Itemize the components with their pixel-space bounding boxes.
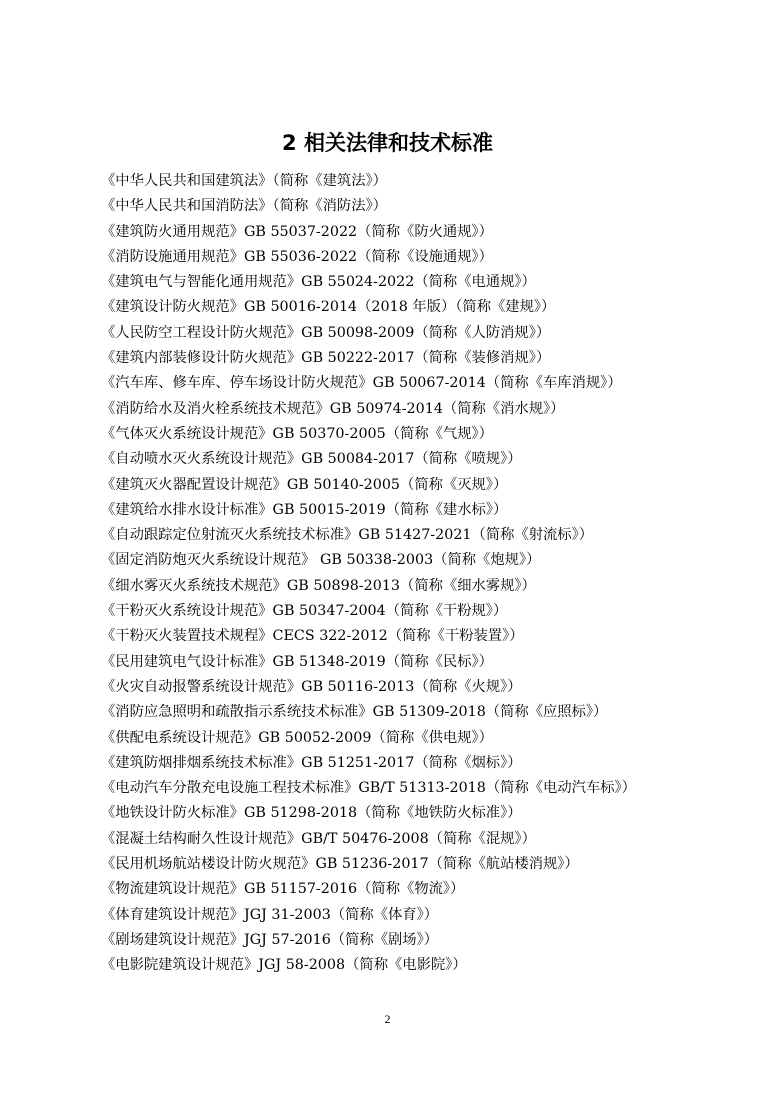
standards-list bbox=[101, 169, 761, 979]
standard-item: 《建筑设计防火规范》GB 50016-2014（2018 年版）（简称《建规》） bbox=[101, 299, 556, 316]
standard-item: 《消防给水及消火栓系统技术规范》GB 50974-2014（简称《消水规》） bbox=[101, 400, 565, 417]
standard-item: 《建筑电气与智能化通用规范》GB 55024-2022（简称《电通规》） bbox=[101, 274, 536, 291]
standard-item: 《消防应急照明和疏散指示系统技术标准》GB 51309-2018（简称《应照标》） bbox=[101, 704, 608, 721]
standard-item: 《干粉灭火系统设计规范》GB 50347-2004（简称《干粉规》） bbox=[101, 603, 508, 620]
standard-item: 《中华人民共和国消防法》（简称《消防法》） bbox=[101, 198, 387, 215]
standard-item: 《火灾自动报警系统设计规范》GB 50116-2013（简称《火规》） bbox=[101, 678, 522, 695]
standard-item: 《干粉灭火装置技术规程》CECS 322-2012（简称《干粉装置》） bbox=[101, 628, 524, 645]
standard-item: 《气体灭火系统设计规范》GB 50370-2005（简称《气规》） bbox=[101, 425, 493, 442]
standard-item: 《物流建筑设计规范》GB 51157-2016（简称《物流》） bbox=[101, 881, 465, 898]
standard-item: 《电影院建筑设计规范》JGJ 58-2008（简称《电影院》） bbox=[101, 957, 467, 974]
standard-item: 《建筑内部装修设计防火规范》GB 50222-2017（简称《装修消规》） bbox=[101, 350, 551, 367]
standard-item: 《人民防空工程设计防火规范》GB 50098-2009（简称《人防消规》） bbox=[101, 324, 551, 341]
standard-item: 《建筑灭火器配置设计规范》GB 50140-2005（简称《灭规》） bbox=[101, 476, 508, 493]
standard-item: 《剧场建筑设计规范》JGJ 57-2016（简称《剧场》） bbox=[101, 931, 439, 948]
standard-item: 《中华人民共和国建筑法》（简称《建筑法》） bbox=[101, 173, 387, 189]
standard-item: 《体育建筑设计规范》JGJ 31-2003（简称《体育》） bbox=[101, 906, 439, 923]
standard-item: 《固定消防炮灭火系统设计规范》 GB 50338-2003（简称《炮规》） bbox=[101, 552, 541, 569]
standard-item: 《消防设施通用规范》GB 55036-2022（简称《设施通规》） bbox=[101, 248, 493, 265]
standard-item: 《自动跟踪定位射流灭火系统技术标准》GB 51427-2021（简称《射流标》） bbox=[101, 527, 594, 544]
standard-item: 《混凝土结构耐久性设计规范》GB/T 50476-2008（简称《混规》） bbox=[101, 830, 536, 847]
standard-item: 《自动喷水灭火系统设计规范》GB 50084-2017（简称《喷规》） bbox=[101, 451, 522, 468]
standard-item: 《民用机场航站楼设计防火规范》GB 51236-2017（简称《航站楼消规》） bbox=[101, 856, 579, 873]
standard-item: 《建筑防烟排烟系统技术标准》GB 51251-2017（简称《烟标》） bbox=[101, 754, 522, 771]
standard-item: 《电动汽车分散充电设施工程技术标准》GB/T 51313-2018（简称《电动汽车标》） bbox=[101, 780, 636, 797]
standard-item: 《供配电系统设计规范》GB 50052-2009（简称《供电规》） bbox=[101, 729, 493, 746]
standard-item: 《汽车库、修车库、停车场设计防火规范》GB 50067-2014（简称《车库消规》） bbox=[101, 375, 622, 392]
page-number: 2 bbox=[384, 1012, 391, 1026]
standard-item: 《细水雾灭火系统技术规范》GB 50898-2013（简称《细水雾规》） bbox=[101, 577, 536, 594]
standard-item: 《地铁设计防火标准》GB 51298-2018（简称《地铁防火标准》） bbox=[101, 805, 522, 822]
section-title: 2 相关法律和技术标准 bbox=[282, 131, 493, 155]
standard-item: 《建筑防火通用规范》GB 55037-2022（简称《防火通规》） bbox=[101, 223, 493, 240]
standard-item: 《建筑给水排水设计标准》GB 50015-2019（简称《建水标》） bbox=[101, 501, 508, 518]
standard-item: 《民用建筑电气设计标准》GB 51348-2019（简称《民标》） bbox=[101, 653, 493, 670]
